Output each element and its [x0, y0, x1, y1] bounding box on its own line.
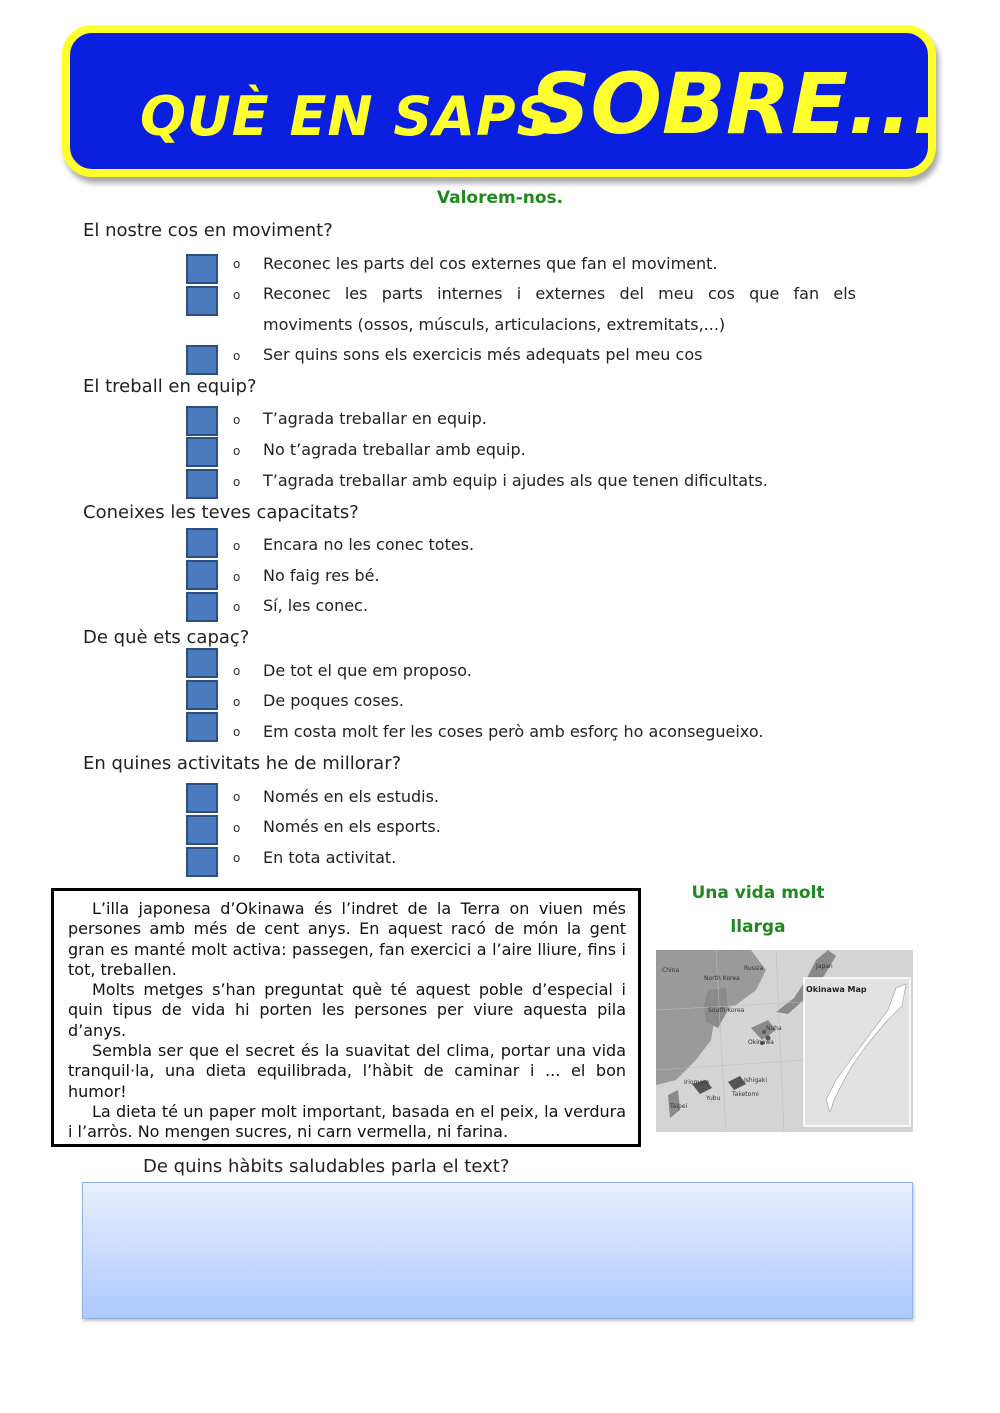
bullet: o — [233, 475, 241, 489]
bullet: o — [233, 288, 241, 302]
question-4: De què ets capaç? — [83, 627, 250, 648]
option-4-2: De poques coses. — [263, 691, 404, 710]
aside-title-line-2: llarga — [730, 917, 786, 937]
map-title: Okinawa Map — [806, 985, 867, 994]
map-label-okinawa: Okinawa — [748, 1039, 774, 1046]
map-label-north-korea: North Korea — [704, 975, 740, 982]
aside-title — [660, 876, 856, 944]
checkbox-2-1[interactable] — [186, 406, 218, 436]
reading-paragraph-2: Molts metges s’han preguntat què té aquest poble d’especial i quin tipus de vida hi porten les persones per viure aquesta pila d’anys. — [68, 980, 626, 1040]
reading-paragraph-4: La dieta té un paper molt important, basada en el peix, la verdura i l’arròs. No mengen sucres, ni carn vermella, ni farina. — [68, 1101, 626, 1142]
question-1: El nostre cos en moviment? — [83, 220, 333, 241]
title-banner — [62, 25, 944, 177]
bullet: o — [233, 664, 241, 678]
option-1-2-cont: moviments (ossos, músculs, articulacions, extremitats,...) — [263, 315, 726, 334]
map-graphic — [656, 950, 913, 1132]
checkbox-1-2[interactable] — [186, 286, 218, 316]
checkbox-3-3[interactable] — [186, 592, 218, 622]
map-label-iriomote: Iriomote — [684, 1079, 710, 1086]
answer-box[interactable] — [82, 1182, 913, 1319]
map-label-ishigaki: Ishigaki — [744, 1077, 767, 1084]
bullet: o — [233, 790, 241, 804]
checkbox-1-3[interactable] — [186, 345, 218, 375]
aside-title-line-1: Una vida molt — [691, 883, 825, 903]
question-5: En quines activitats he de millorar? — [83, 753, 402, 774]
checkbox-5-3[interactable] — [186, 847, 218, 877]
map-label-china: China — [662, 967, 680, 974]
checkbox-5-1[interactable] — [186, 783, 218, 813]
option-2-1: T’agrada treballar en equip. — [263, 409, 487, 428]
bullet: o — [233, 349, 241, 363]
reading-paragraph-1: L’illa japonesa d’Okinawa és l’indret de la Terra on viuen més persones amb més de cent anys. En aquest racó de món la gent gran es manté molt activa: passegen, fan exercici a l’aire lliure, fins i tot, treballen. — [68, 899, 626, 979]
map-label-japan: Japan — [816, 963, 833, 970]
option-3-2: No faig res bé. — [263, 566, 380, 585]
reading-text-box — [51, 888, 641, 1147]
checkbox-4-2[interactable] — [186, 680, 218, 710]
option-2-2: No t’agrada treballar amb equip. — [263, 440, 526, 459]
option-4-1: De tot el que em proposo. — [263, 661, 472, 680]
checkbox-2-3[interactable] — [186, 469, 218, 499]
banner-text-2: SOBRE... — [530, 55, 944, 153]
bullet: o — [233, 539, 241, 553]
bullet: o — [233, 444, 241, 458]
checkbox-3-1[interactable] — [186, 528, 218, 558]
option-4-3: Em costa molt fer les coses però amb esforç ho aconsegueixo. — [263, 722, 764, 741]
question-3: Coneixes les teves capacitats? — [83, 502, 359, 523]
option-1-2: Reconec les parts internes i externes del meu cos que fan els — [263, 284, 856, 303]
subtitle: Valorem-nos. — [436, 188, 564, 208]
option-1-3: Ser quins sons els exercicis més adequats pel meu cos — [263, 345, 703, 364]
checkbox-4-3[interactable] — [186, 712, 218, 742]
option-5-2: Només en els esports. — [263, 817, 441, 836]
option-3-1: Encara no les conec totes. — [263, 535, 475, 554]
bullet: o — [233, 725, 241, 739]
map-label-taketomi: Taketomi — [732, 1091, 759, 1098]
bullet: o — [233, 413, 241, 427]
bullet: o — [233, 257, 241, 271]
bullet: o — [233, 851, 241, 865]
reading-paragraph-3: Sembla ser que el secret és la suavitat del clima, portar una vida tranquil·la, una dieta equilibrada, l’hàbit de caminar i ... el bon humor! — [68, 1041, 626, 1101]
checkbox-4-1[interactable] — [186, 648, 218, 678]
banner-text-1: QUÈ EN SAPS — [140, 85, 557, 148]
bullet: o — [233, 600, 241, 614]
option-5-1: Només en els estudis. — [263, 787, 440, 806]
map-label-yubu: Yubu — [706, 1095, 721, 1102]
bullet: o — [233, 821, 241, 835]
option-2-3: T’agrada treballar amb equip i ajudes als que tenen dificultats. — [263, 471, 768, 490]
map-label-russia: Russia — [744, 965, 764, 972]
map-label-taipei: Taipei — [670, 1103, 688, 1110]
option-1-1: Reconec les parts del cos externes que fan el moviment. — [263, 254, 718, 273]
question-2: El treball en equip? — [83, 376, 257, 397]
option-5-3: En tota activitat. — [263, 848, 397, 867]
checkbox-5-2[interactable] — [186, 815, 218, 845]
bullet: o — [233, 570, 241, 584]
option-3-3: Sí, les conec. — [263, 596, 368, 615]
bullet: o — [233, 695, 241, 709]
okinawa-map-image — [656, 950, 913, 1132]
prompt-question: De quins hàbits saludables parla el text? — [143, 1156, 510, 1177]
checkbox-2-2[interactable] — [186, 437, 218, 467]
checkbox-1-1[interactable] — [186, 254, 218, 284]
map-label-south-korea: South Korea — [708, 1007, 745, 1014]
map-label-naha: Naha — [766, 1025, 782, 1032]
checkbox-3-2[interactable] — [186, 560, 218, 590]
